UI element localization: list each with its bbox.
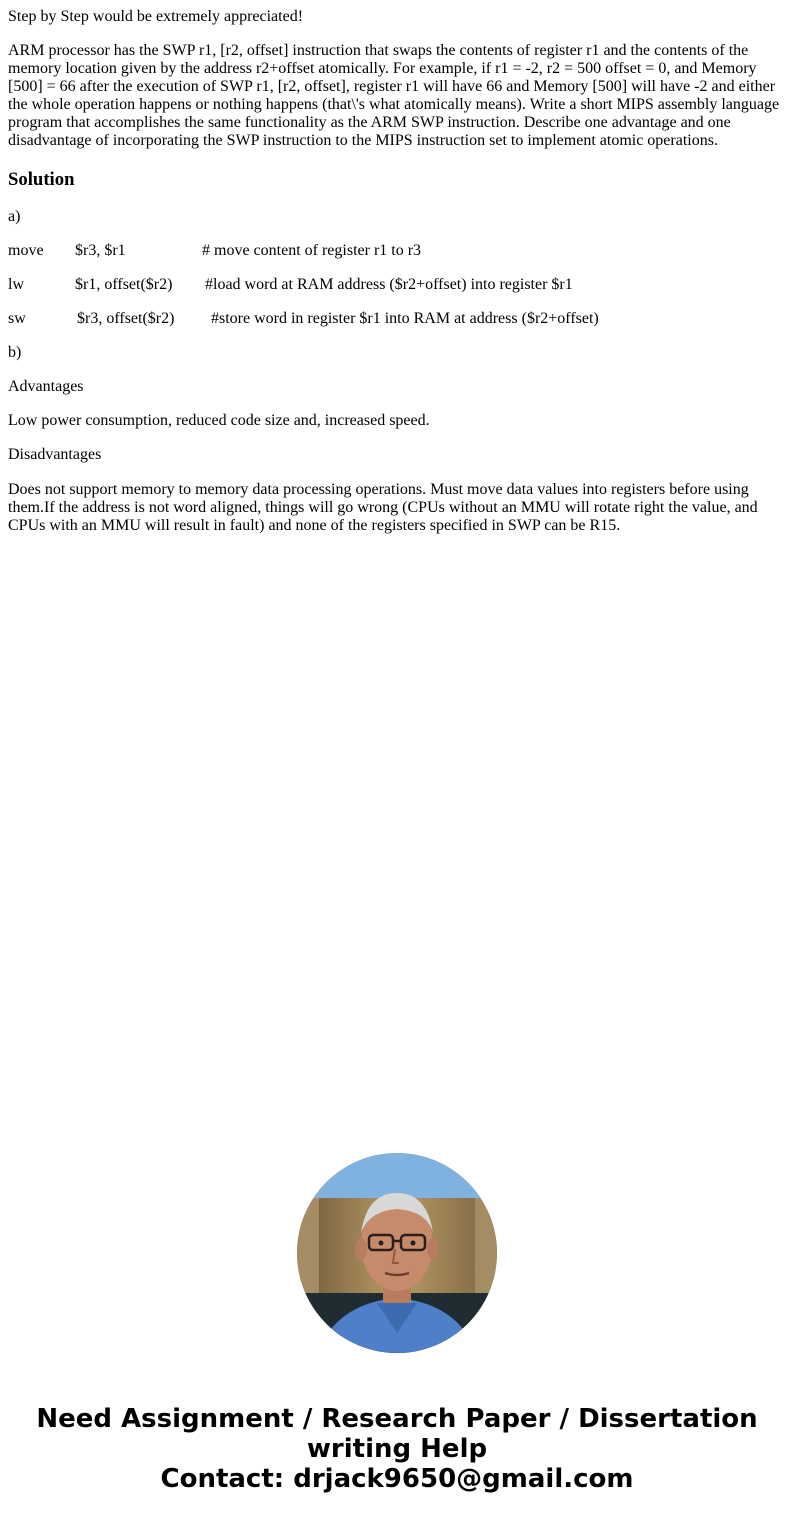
code-args: $r1, offset($r2) <box>75 276 173 293</box>
portrait-image <box>297 1153 497 1353</box>
code-op: sw <box>8 310 26 327</box>
footer-line-2: writing Help <box>306 1434 488 1464</box>
disadvantages-text: Does not support memory to memory data processing operations. Must move data values into registers before using them.If the address is not word aligned, things will go wrong (CPUs without an MMU will rotate right the value, and CPUs with an MMU will result in fault) and none of the registers specified in SWP can be R15. <box>8 481 758 534</box>
promo-footer <box>0 1404 794 1494</box>
part-a-label: a) <box>8 208 21 225</box>
disadvantages-heading: Disadvantages <box>8 446 102 463</box>
code-comment: #load word at RAM address ($r2+offset) into register $r1 <box>205 276 573 293</box>
code-op: move <box>8 242 44 259</box>
code-line-sw <box>8 310 786 328</box>
code-line-lw <box>8 276 786 294</box>
intro-text: Step by Step would be extremely appreciated! <box>8 8 304 25</box>
footer-contact: Contact: drjack9650@gmail.com <box>160 1464 634 1494</box>
code-comment: #store word in register $r1 into RAM at address ($r2+offset) <box>211 310 599 327</box>
footer-line-1: Need Assignment / Research Paper / Dissertation <box>36 1404 758 1434</box>
part-b-label: b) <box>8 344 22 361</box>
code-args: $r3, offset($r2) <box>77 310 175 327</box>
code-op: lw <box>8 276 24 293</box>
advantages-heading: Advantages <box>8 378 84 395</box>
solution-heading: Solution <box>8 169 75 190</box>
author-photo <box>297 1153 497 1353</box>
code-comment: # move content of register r1 to r3 <box>202 242 422 259</box>
code-args: $r3, $r1 <box>75 242 126 259</box>
code-line-move <box>8 242 786 260</box>
advantages-text: Low power consumption, reduced code size and, increased speed. <box>8 412 430 429</box>
question-text: ARM processor has the SWP r1, [r2, offset] instruction that swaps the contents of register r1 and the contents of the memory location given by the address r2+offset atomically. For example, if r1 = -2, r2 = 500 offset = 0, and Memory [500] = 66 after the execution of SWP r1, [r2, offset], register r1 will have 66 and Memory [500] will have -2 and either the whole operation happens or nothing happens (that\'s what atomically means). Write a short MIPS assembly language program that accomplishes the same functionality as the ARM SWP instruction. Describe one advantage and one disadvantage of incorporating the SWP instruction to the MIPS instruction set to implement atomic operations. <box>8 42 780 149</box>
